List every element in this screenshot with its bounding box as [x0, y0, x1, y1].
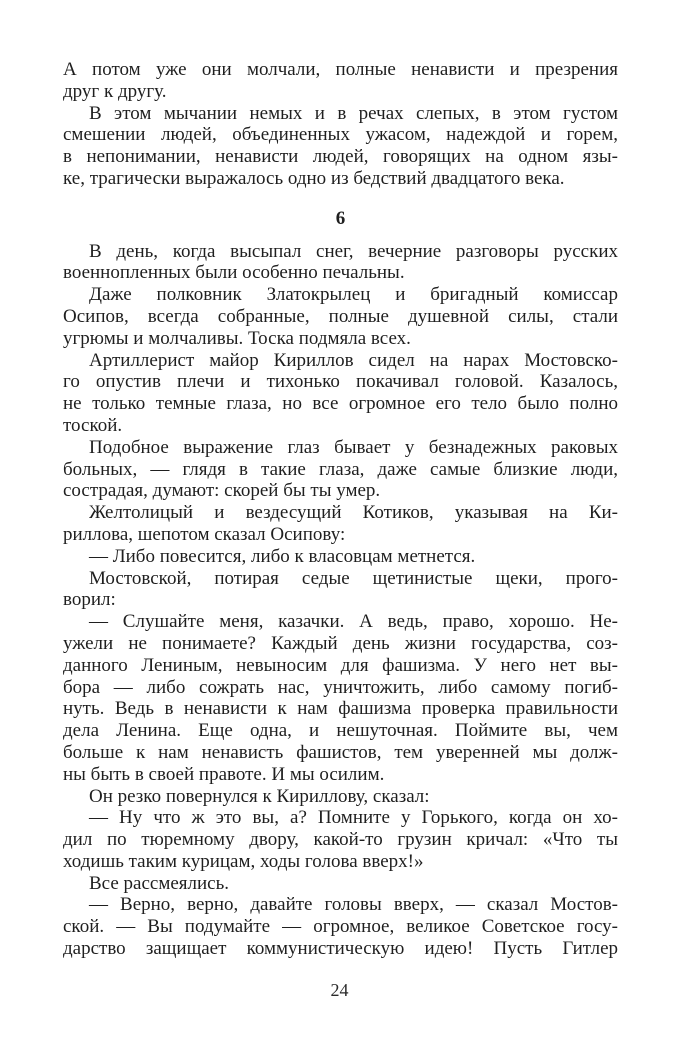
paragraph — [63, 284, 618, 349]
paragraph — [63, 568, 618, 612]
text-line: ужели не понимаете? Каждый день жизни государства, соз- — [63, 632, 618, 654]
text-line: ны быть в своей правоте. И мы осилим. — [63, 763, 385, 785]
text-line: в непонимании, ненависти людей, говорящих на одном язы- — [63, 146, 618, 168]
text-line: В этом мычании немых и в речах слепых, в этом густом — [89, 102, 618, 124]
text-line: дела Ленина. Еще одна, и нешуточная. Поймите вы, чем — [63, 720, 618, 742]
text-line: — Ну что ж это вы, а? Помните у Горького, когда он хо- — [89, 807, 618, 829]
text-line: Желтолицый и вездесущий Котиков, указывая на Ки- — [89, 502, 618, 524]
paragraph — [63, 611, 618, 785]
text-line: А потом уже они молчали, полные ненависти и презрения — [63, 59, 618, 80]
paragraph — [63, 873, 618, 895]
text-line: Все рассмеялись. — [89, 872, 230, 894]
text-line: го опустив плечи и тихонько покачивал головой. Казалось, — [63, 371, 618, 393]
text-line: — Верно, верно, давайте головы вверх, — сказал Мостов- — [89, 894, 618, 916]
text-line: дарство защищает коммунистическую идею! Пусть Гитлер — [63, 938, 618, 960]
text-line: — Слушайте меня, казачки. А ведь, право, хорошо. Не- — [89, 611, 618, 633]
text-line: ворил: — [63, 589, 116, 611]
paragraph — [63, 807, 618, 872]
paragraph — [63, 437, 618, 502]
paragraph — [63, 59, 618, 103]
text-line: бора — либо сожрать нас, уничтожить, либо самому погиб- — [63, 676, 618, 698]
paragraph — [63, 786, 618, 808]
text-line: дил по тюремному двору, какой-то грузин кричал: «Что ты — [63, 829, 618, 851]
text-line: ходишь таким курицам, ходы голова вверх!» — [63, 850, 424, 872]
text-line: В день, когда высыпал снег, вечерние разговоры русских — [89, 240, 618, 262]
text-line: не только темные глаза, но все огромное его тело было полно — [63, 393, 618, 415]
paragraph — [63, 103, 618, 190]
paragraph — [63, 502, 618, 546]
text-line: Мостовской, потирая седые щетинистые щеки, прого- — [89, 567, 618, 589]
text-line: смешении людей, объединенных ужасом, надеждой и горем, — [63, 124, 618, 146]
text-line: больше к нам ненависть фашистов, тем уверенней мы долж- — [63, 741, 618, 763]
paragraph — [63, 241, 618, 285]
text-line: тоской. — [63, 414, 123, 436]
text-line: друг к другу. — [63, 80, 167, 102]
text-line: военнопленных были особенно печальны. — [63, 262, 405, 284]
text-line: Артиллерист майор Кириллов сидел на нарах Мостовско- — [89, 349, 618, 371]
text-line: Он резко повернулся к Кириллову, сказал: — [89, 785, 430, 807]
text-line: ке, трагически выражалось одно из бедствий двадцатого века. — [63, 167, 565, 189]
text-line: Осипов, всегда собранные, полные душевной силы, стали — [63, 305, 618, 327]
text-line: Подобное выражение глаз бывает у безнадежных раковых — [89, 436, 618, 458]
text-line: угрюмы и молчаливы. Тоска подмяла всех. — [63, 327, 411, 349]
paragraph — [63, 350, 618, 437]
text-line: нуть. Ведь в ненависти к нам фашизма проверка правильности — [63, 698, 618, 720]
text-line: — Либо повесится, либо к власовцам метнется. — [89, 545, 476, 567]
paragraph — [63, 546, 618, 568]
paragraph — [63, 894, 618, 959]
text-line: данного Лениным, невыносим для фашизма. У него нет вы- — [63, 654, 618, 676]
section-heading: 6 — [335, 207, 346, 229]
text-line: риллова, шепотом сказал Осипову: — [63, 523, 346, 545]
page-number: 24 — [330, 980, 349, 1000]
text-line: Даже полковник Златокрылец и бригадный комиссар — [89, 284, 618, 306]
text-line: больных, — глядя в такие глаза, даже самые близкие люди, — [63, 458, 618, 480]
text-block — [63, 59, 618, 960]
text-line: сострадая, думают: скорей бы ты умер. — [63, 480, 381, 502]
text-line: ской. — Вы подумайте — огромное, великое Советское госу- — [63, 916, 618, 938]
